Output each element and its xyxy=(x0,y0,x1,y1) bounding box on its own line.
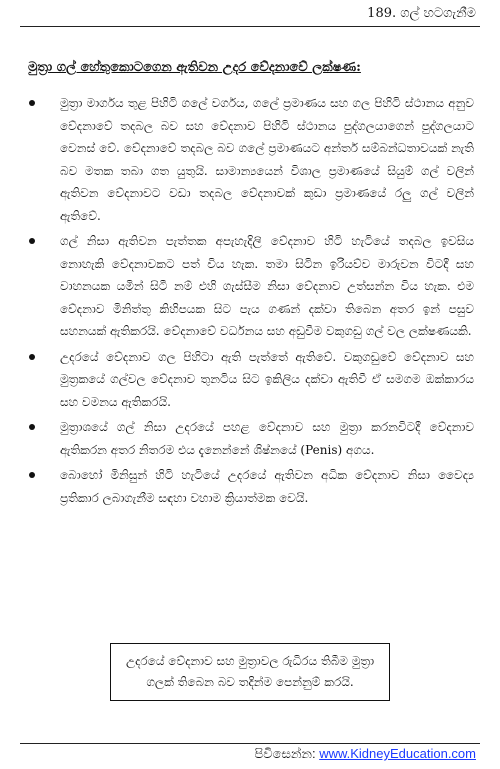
list-item-text: උදරයේ වේදනාව ගල පිහිටා ඇති පැත්තේ ඇතිවේ. වකුගඩුවේ වේදනාව සහ මුත්‍රකයේ ගල්වල වේදනාව තුනටිය සිට ඉකිලිය දක්වා ඇතිවී ඒ සමගම ඔක්කාරය සහ වමනය ඇතිකරයි. xyxy=(60,349,474,409)
bullet-icon xyxy=(29,238,35,244)
list-item xyxy=(20,230,474,343)
footer xyxy=(255,746,477,762)
bullet-icon xyxy=(29,424,35,430)
symptom-list xyxy=(20,92,474,512)
website-link[interactable]: www.KidneyEducation.com xyxy=(319,746,476,761)
list-item-text: බොහෝ මිනිසුන් හිටි හැටියේ උදරයේ ඇතිවන අධික වේදනාව නිසා වෛද්‍ය ප්‍රතිකාර ලබාගැනීම සඳහා වහාම ක්‍රියාත්මක වෙයි. xyxy=(60,468,474,505)
list-item xyxy=(20,346,474,414)
footer-divider xyxy=(20,743,480,744)
note-text: උදරයේ වේදනාව සහ මුත්‍රාවල රුධිරය තිබීම මුත්‍රා ගලක් තිබෙන බව තදින්ම පෙන්නුම් කරයි. xyxy=(125,654,375,689)
bullet-icon xyxy=(29,354,35,360)
list-item-text: ගල් නිසා ඇතිවන පැත්තක අපැහැදිලි වේදනාව හිටි හැටියේ තදබල ඉවසිය නොහැකි වේදනාවකට පත් විය හැක. තමා සිටින ඉරියව්ව මාරුවන විටදී සහ වාහනයක යමින් සිටී නම් එහි ගැස්සීම නිසා වේදනාව උත්සන්න විය හැක. එම වේදනාව මිනිත්තු කිහිපයක සිට පැය ගණන් දක්වා තිබෙන අතර ඉන් පසුව සහනයක් ඇතිකරයි. වේදනාවේ වර්ධනය සහ අඩුවීම වකුගඩු ගල් වල ලක්ෂණයකි. xyxy=(60,234,474,338)
list-item xyxy=(20,416,474,461)
header-divider xyxy=(20,26,480,27)
section-heading: මුත්‍රා ගල් හේතුකොටගෙන ඇතිවන උදර වේදනාවේ ලක්ෂණ: xyxy=(28,60,361,75)
page-header-title: 189. ගල් හටගැනීම xyxy=(367,6,476,21)
footer-label: පිවිසෙන්න: xyxy=(254,746,320,761)
note-box xyxy=(110,643,390,701)
bullet-icon xyxy=(29,472,35,478)
list-item-text: මුත්‍රාශයේ ගල් නිසා උදරයේ පහළ වේදනාව සහ මුත්‍රා කරනවිටදී වේදනාව ඇතිකරන අතර නිතරම එය දැනෙන්නේ ශිෂ්නයේ (Penis) අගය. xyxy=(60,420,474,457)
list-item xyxy=(20,92,474,227)
list-item xyxy=(20,464,474,509)
list-item-text: මුත්‍රා මාර්ගය තුළ පිහිටි ගලේ වර්ගය, ගලේ ප්‍රමාණය සහ ගල පිහිටි ස්ථානය අනුව වේදනාවේ තදබල බව සහ වේදනාව පිහිටි ස්ථානය පුද්ගලයාගෙන් පුද්ගලයාට වෙනස් වේ. වේදනාවේ තදබල බව ගලේ ප්‍රමාණයට අන්තර් සම්බන්ධතාවයක් නැති බව මතක තබා ගත යුතුයි. සාමාන්‍යයෙන් විශාල ප්‍රමාණයේ සියුම් ගල් වලින් ඇතිවන වේදනාවට වඩා තදබල වේදනාවක් කුඩා ප්‍රමාණයේ රලු ගල් වලින් ඇතිවේ. xyxy=(60,96,474,223)
bullet-icon xyxy=(29,100,35,106)
